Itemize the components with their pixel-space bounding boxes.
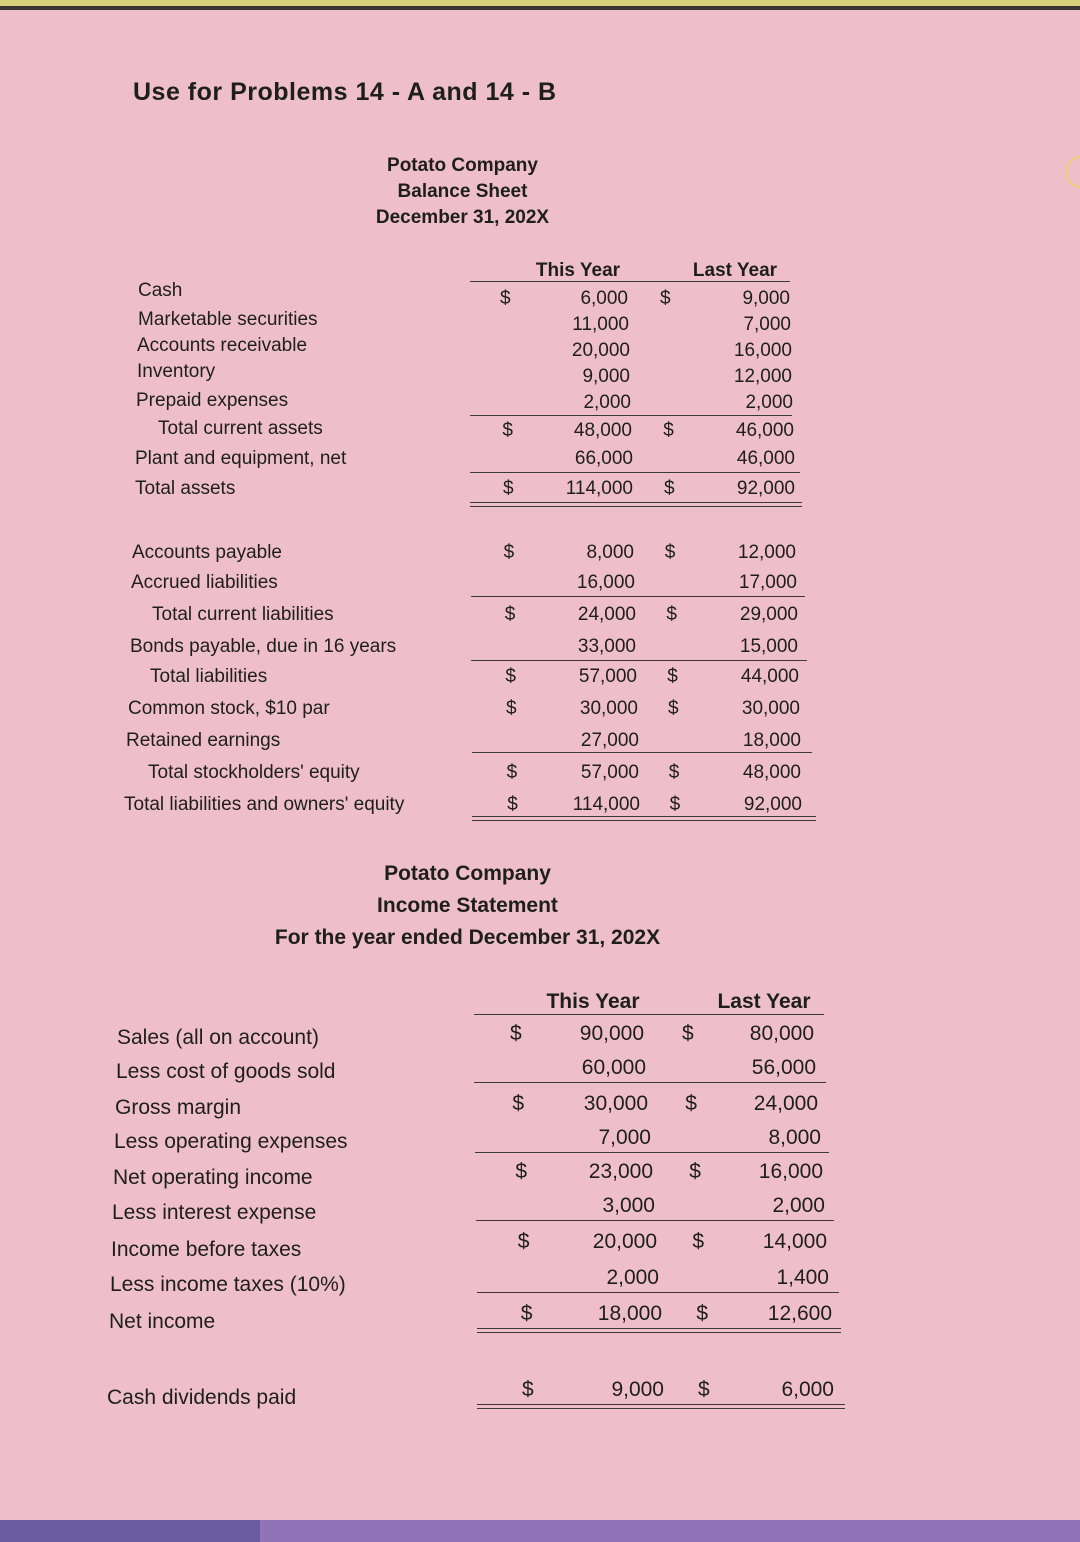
row-12-last-year-value: 15,000 <box>739 636 798 657</box>
row-1-label: Cash <box>138 280 183 301</box>
income-statement-table <box>0 10 1080 1532</box>
row-1-last-year-dollar-sign: $ <box>660 288 671 309</box>
row-3-this-year-value: 30,000 <box>583 1092 648 1115</box>
income-statement-title: Income Statement <box>377 894 558 917</box>
row-15-this-year-value: 27,000 <box>580 730 639 751</box>
row-2-last-year-value: 7,000 <box>743 314 791 335</box>
problem-title: Use for Problems 14 - A and 14 - B <box>133 78 557 106</box>
row-6-label: Less interest expense <box>112 1201 317 1224</box>
row-3-last-year-value: 24,000 <box>753 1092 818 1115</box>
balance-sheet-company: Potato Company <box>387 155 538 176</box>
row-8-label: Total assets <box>135 478 236 499</box>
row-9-this-year-value: 8,000 <box>586 542 634 563</box>
row-1-this-year-value: 90,000 <box>579 1022 644 1045</box>
row-7-label: Income before taxes <box>111 1238 302 1261</box>
row-17-last-year-value: 92,000 <box>743 794 802 815</box>
row-1-last-year-value: 80,000 <box>749 1022 814 1045</box>
row-9-last-year-value: 12,600 <box>767 1302 832 1325</box>
row-17-this-year-value: 114,000 <box>572 794 640 815</box>
row-3-this-year-dollar-sign: $ <box>512 1092 525 1115</box>
desk-bottom-shadow <box>0 1520 260 1542</box>
row-14-this-year-value: 30,000 <box>579 698 638 719</box>
row-16-last-year-dollar-sign: $ <box>668 762 680 783</box>
row-1-last-year-value: 9,000 <box>742 288 790 309</box>
row-10-last-year-value: 6,000 <box>781 1378 834 1401</box>
balance-sheet-title: Balance Sheet <box>397 181 528 202</box>
row-9-label: Net income <box>109 1310 216 1333</box>
row-5-this-year-dollar-sign: $ <box>515 1160 528 1183</box>
row-15-last-year-value: 18,000 <box>742 730 801 751</box>
row-9-last-year-dollar-sign: $ <box>664 542 676 563</box>
row-13-this-year-value: 57,000 <box>578 666 637 687</box>
row-10-label: Accrued liabilities <box>131 572 278 593</box>
row-5-last-year-value: 2,000 <box>745 392 793 413</box>
underline-3 <box>475 1152 829 1153</box>
underline-1 <box>474 1014 824 1015</box>
row-1-label: Sales (all on account) <box>117 1026 319 1049</box>
row-6-this-year-value: 48,000 <box>573 420 632 441</box>
row-7-this-year-value: 66,000 <box>574 448 633 469</box>
row-5-label: Prepaid expenses <box>136 390 289 411</box>
row-13-this-year-dollar-sign: $ <box>505 666 516 687</box>
row-14-last-year-value: 30,000 <box>741 698 800 719</box>
row-3-label: Gross margin <box>115 1096 242 1119</box>
row-3-label: Accounts receivable <box>137 335 308 356</box>
row-10-last-year-value: 17,000 <box>738 572 797 593</box>
row-8-last-year-dollar-sign: $ <box>664 478 675 499</box>
row-5-this-year-value: 23,000 <box>588 1160 653 1183</box>
row-8-label: Less income taxes (10%) <box>110 1273 346 1296</box>
row-6-label: Total current assets <box>158 418 323 439</box>
row-14-label: Common stock, $10 par <box>128 698 330 719</box>
row-4-last-year-value: 12,000 <box>733 366 792 387</box>
row-3-last-year-value: 16,000 <box>733 340 792 361</box>
row-13-last-year-value: 44,000 <box>740 666 799 687</box>
column-header-this-year: This Year <box>535 260 621 281</box>
underline-5 <box>477 1292 839 1293</box>
underline-2 <box>474 1082 826 1083</box>
row-10-this-year-dollar-sign: $ <box>522 1378 534 1401</box>
row-5-label: Net operating income <box>113 1166 313 1189</box>
row-9-this-year-dollar-sign: $ <box>520 1302 533 1325</box>
income-statement-company: Potato Company <box>384 862 551 885</box>
row-6-this-year-value: 3,000 <box>602 1194 655 1217</box>
row-9-this-year-dollar-sign: $ <box>503 542 515 563</box>
row-10-this-year-value: 16,000 <box>576 572 635 593</box>
balance-sheet-date: December 31, 202X <box>375 207 550 228</box>
row-8-this-year-value: 2,000 <box>606 1266 659 1289</box>
row-4-last-year-value: 8,000 <box>768 1126 821 1149</box>
row-15-label: Retained earnings <box>126 730 281 751</box>
desk-edge-strip <box>0 0 1080 6</box>
row-6-this-year-dollar-sign: $ <box>502 420 513 441</box>
column-header-this-year: This Year <box>546 990 640 1013</box>
row-2-label: Marketable securities <box>138 309 318 330</box>
row-3-this-year-value: 20,000 <box>571 340 630 361</box>
row-11-label: Total current liabilities <box>152 604 334 625</box>
row-17-last-year-dollar-sign: $ <box>669 794 681 815</box>
row-1-this-year-dollar-sign: $ <box>500 288 511 309</box>
row-9-last-year-dollar-sign: $ <box>696 1302 709 1325</box>
row-9-label: Accounts payable <box>132 542 282 563</box>
row-3-last-year-dollar-sign: $ <box>685 1092 697 1115</box>
row-17-this-year-dollar-sign: $ <box>507 794 518 815</box>
row-1-this-year-value: 6,000 <box>580 288 628 309</box>
row-6-last-year-dollar-sign: $ <box>663 420 674 441</box>
row-11-this-year-value: 24,000 <box>577 604 636 625</box>
row-9-this-year-value: 18,000 <box>597 1302 662 1325</box>
row-6-last-year-value: 2,000 <box>772 1194 825 1217</box>
column-header-last-year: Last Year <box>717 990 811 1013</box>
row-16-this-year-dollar-sign: $ <box>506 762 518 783</box>
row-13-label: Total liabilities <box>150 666 268 687</box>
row-4-label: Less operating expenses <box>114 1130 348 1153</box>
row-16-this-year-value: 57,000 <box>580 762 639 783</box>
row-5-last-year-value: 16,000 <box>758 1160 823 1183</box>
row-13-last-year-dollar-sign: $ <box>667 666 678 687</box>
row-5-this-year-value: 2,000 <box>583 392 631 413</box>
income-statement-period: For the year ended December 31, 202X <box>274 926 661 949</box>
row-11-this-year-dollar-sign: $ <box>504 604 516 625</box>
row-2-label: Less cost of goods sold <box>116 1060 336 1083</box>
row-4-label: Inventory <box>137 361 216 382</box>
row-10-this-year-value: 9,000 <box>611 1378 664 1401</box>
double-underline-7 <box>477 1404 845 1405</box>
row-14-this-year-dollar-sign: $ <box>506 698 517 719</box>
row-9-last-year-value: 12,000 <box>737 542 796 563</box>
row-16-label: Total stockholders' equity <box>148 762 360 783</box>
row-10-label: Cash dividends paid <box>107 1386 297 1409</box>
row-8-last-year-value: 1,400 <box>776 1266 829 1289</box>
row-11-last-year-dollar-sign: $ <box>666 604 677 625</box>
row-4-this-year-value: 7,000 <box>598 1126 651 1149</box>
row-7-label: Plant and equipment, net <box>135 448 347 469</box>
row-8-this-year-value: 114,000 <box>565 478 633 499</box>
row-2-last-year-value: 56,000 <box>751 1056 816 1079</box>
row-1-last-year-dollar-sign: $ <box>682 1022 694 1045</box>
row-12-label: Bonds payable, due in 16 years <box>130 636 397 657</box>
row-2-this-year-value: 60,000 <box>581 1056 646 1079</box>
row-7-last-year-value: 14,000 <box>762 1230 827 1253</box>
row-11-last-year-value: 29,000 <box>739 604 798 625</box>
row-6-last-year-value: 46,000 <box>735 420 794 441</box>
row-4-this-year-value: 9,000 <box>582 366 630 387</box>
row-8-this-year-dollar-sign: $ <box>503 478 514 499</box>
row-5-last-year-dollar-sign: $ <box>689 1160 701 1183</box>
row-7-last-year-dollar-sign: $ <box>692 1230 705 1253</box>
row-2-this-year-value: 11,000 <box>572 314 629 335</box>
double-underline-6 <box>477 1328 841 1329</box>
worksheet-page <box>0 10 1080 1532</box>
underline-4 <box>476 1220 834 1221</box>
row-14-last-year-dollar-sign: $ <box>668 698 679 719</box>
row-7-this-year-value: 20,000 <box>592 1230 657 1253</box>
row-17-label: Total liabilities and owners' equity <box>124 794 405 815</box>
row-7-this-year-dollar-sign: $ <box>517 1230 530 1253</box>
row-1-this-year-dollar-sign: $ <box>510 1022 522 1045</box>
row-7-last-year-value: 46,000 <box>736 448 795 469</box>
row-12-this-year-value: 33,000 <box>577 636 636 657</box>
row-10-last-year-dollar-sign: $ <box>698 1378 710 1401</box>
column-header-last-year: Last Year <box>692 260 778 281</box>
row-8-last-year-value: 92,000 <box>736 478 795 499</box>
row-16-last-year-value: 48,000 <box>742 762 801 783</box>
